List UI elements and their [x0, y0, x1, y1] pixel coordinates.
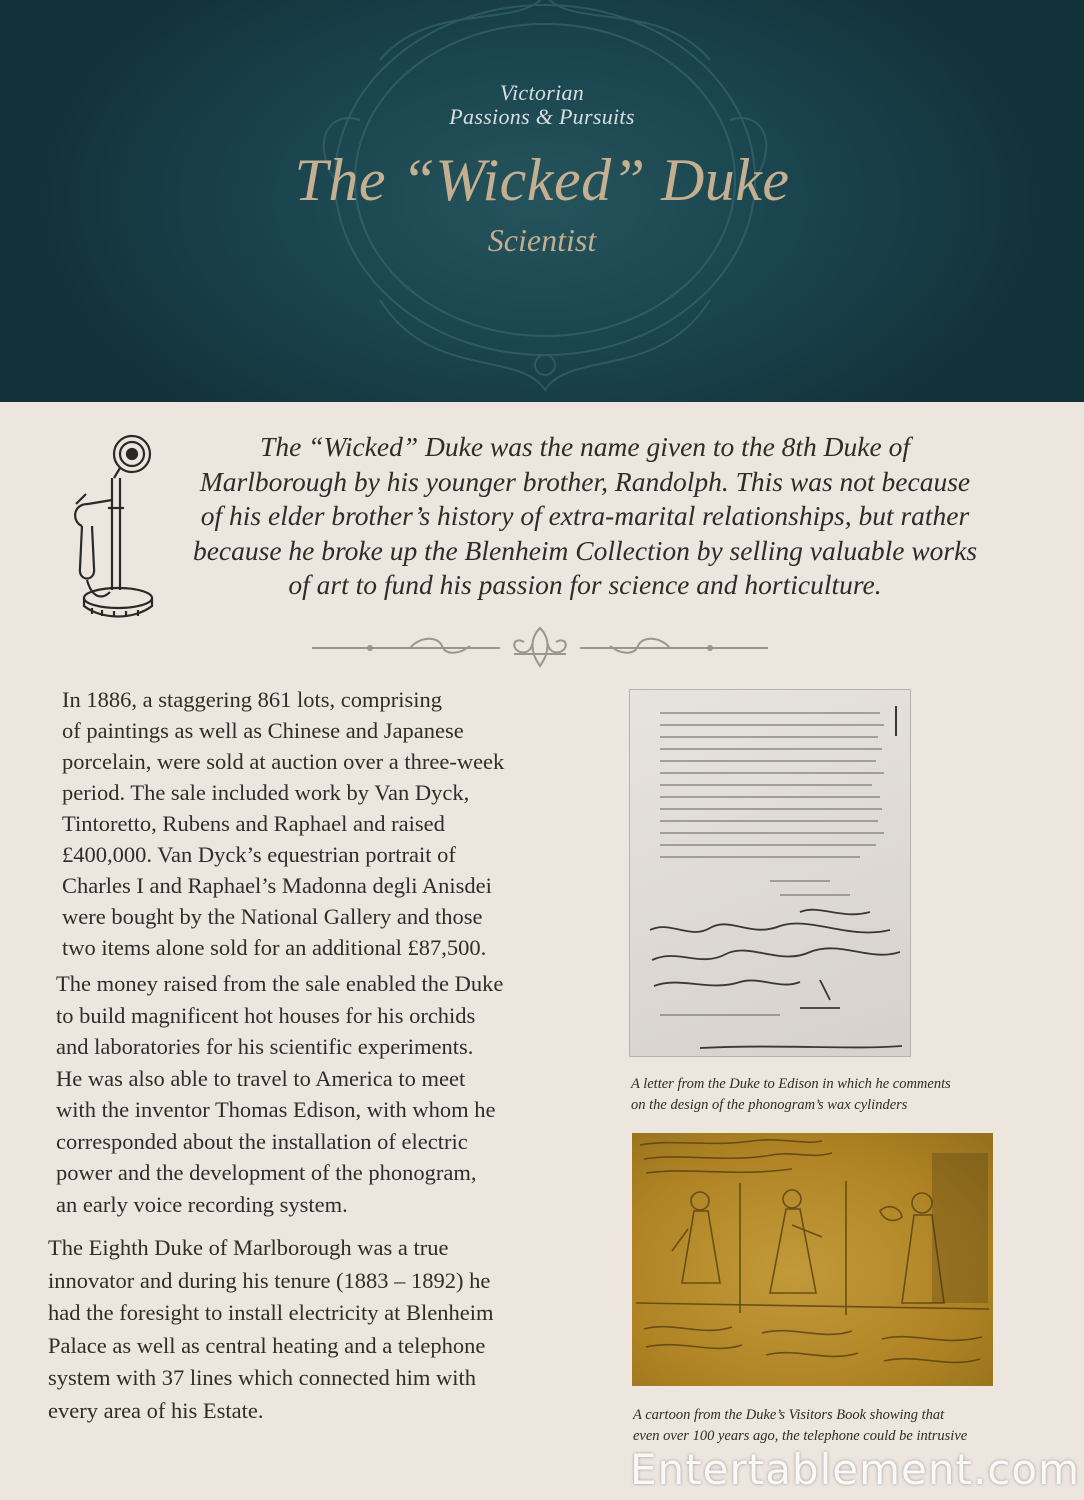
- intro-line: of art to fund his passion for science and horticulture.: [288, 569, 882, 600]
- body-line: were bought by the National Gallery and those: [62, 904, 483, 929]
- body-line: period. The sale included work by Van Dyck,: [62, 780, 470, 805]
- body-paragraph-edison: [56, 968, 596, 1220]
- intro-paragraph: [170, 430, 1000, 603]
- body-line: He was also able to travel to America to meet: [56, 1065, 466, 1091]
- page-title: The “Wicked” Duke: [294, 147, 790, 213]
- series-title-line1: Victorian: [499, 80, 585, 105]
- watermark-text: Entertablement.com: [630, 1445, 1080, 1494]
- edison-letter-image: [630, 690, 910, 1056]
- intro-line: Marlborough by his younger brother, Randolph. This was not because: [199, 465, 971, 497]
- body-line: corresponded about the installation of electric: [56, 1128, 468, 1154]
- body-line: Charles I and Raphael’s Madonna degli Anisdei: [62, 873, 492, 898]
- body-line: an early voice recording system.: [56, 1191, 348, 1217]
- candlestick-telephone-icon: [62, 430, 162, 620]
- body-line: had the foresight to install electricity at Blenheim: [48, 1300, 494, 1325]
- intro-line: of his elder brother’s history of extra-marital relationships, but rather: [200, 500, 970, 531]
- intro-line: because he broke up the Blenheim Collection by selling valuable works: [192, 534, 978, 566]
- body-line: In 1886, a staggering 861 lots, comprising: [62, 687, 442, 712]
- body-line: with the inventor Thomas Edison, with whom he: [56, 1097, 496, 1122]
- body-line: Palace as well as central heating and a telephone: [48, 1332, 486, 1358]
- body-paragraph-auction: [62, 684, 602, 963]
- series-title-line2: Passions & Pursuits: [449, 104, 635, 129]
- body-line: The Eighth Duke of Marlborough was a true: [48, 1235, 449, 1260]
- body-line: to build magnificent hot houses for his orchids: [56, 1002, 476, 1028]
- page-subtitle: Scientist: [487, 222, 597, 258]
- letter-caption: [631, 1074, 951, 1116]
- body-line: The money raised from the sale enabled the Duke: [56, 971, 504, 996]
- body-line: Tintoretto, Rubens and Raphael and raised: [62, 811, 445, 836]
- intro-line: The “Wicked” Duke was the name given to the 8th Duke of: [260, 431, 910, 462]
- body-line: two items alone sold for an additional £87,500.: [62, 935, 487, 960]
- body-line: and laboratories for his scientific experiments.: [56, 1034, 474, 1059]
- caption-line: on the design of the phonogram’s wax cylinders: [631, 1097, 908, 1113]
- ornamental-divider-icon: [310, 622, 770, 672]
- body-line: every area of his Estate.: [48, 1397, 264, 1423]
- body-line: system with 37 lines which connected him with: [48, 1365, 477, 1390]
- body-line: of paintings as well as Chinese and Japanese: [62, 718, 464, 743]
- body-paragraph-innovator: [48, 1232, 588, 1427]
- body-line: innovator and during his tenure (1883 – 1892) he: [48, 1267, 491, 1293]
- caption-line: A cartoon from the Duke’s Visitors Book showing that: [633, 1407, 945, 1423]
- body-line: porcelain, were sold at auction over a three-week: [62, 749, 505, 774]
- body-line: £400,000. Van Dyck’s equestrian portrait of: [62, 842, 456, 867]
- header-banner: [0, 0, 1084, 402]
- visitors-book-cartoon-image: [632, 1133, 993, 1386]
- body-line: power and the development of the phonogram,: [56, 1160, 477, 1185]
- cartoon-caption: [633, 1405, 967, 1447]
- caption-line: A letter from the Duke to Edison in which he comments: [631, 1076, 951, 1092]
- caption-line: even over 100 years ago, the telephone could be intrusive: [633, 1428, 968, 1444]
